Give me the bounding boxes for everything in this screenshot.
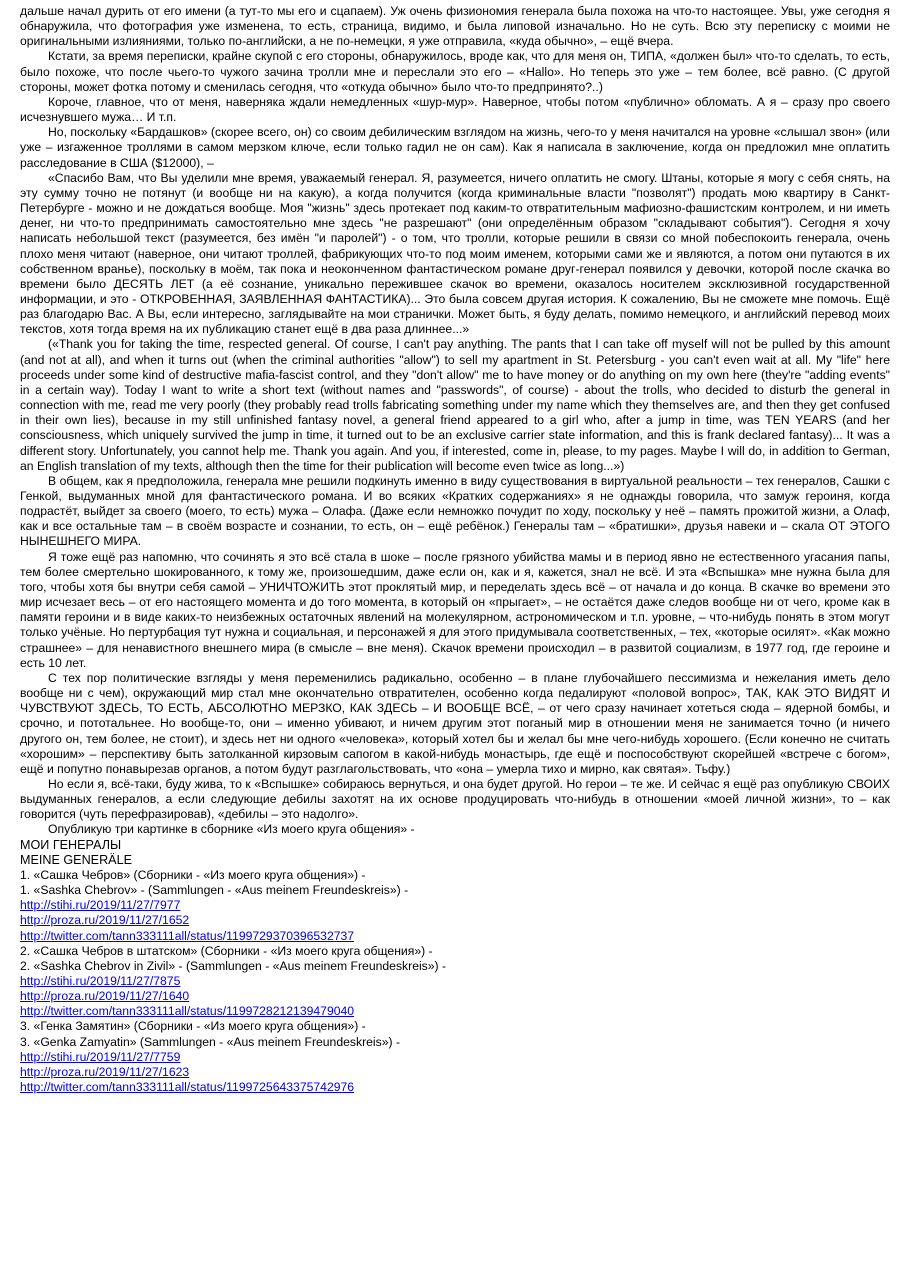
entry-title-de: 2. «Sashka Chebrov in Zivil» - (Sammlungen - «Aus meinem Freundeskreis») -: [20, 958, 447, 973]
proza-link[interactable]: http://proza.ru/2019/11/27/1652: [20, 913, 190, 928]
stihi-link[interactable]: http://stihi.ru/2019/11/27/7977: [20, 898, 181, 913]
twitter-link[interactable]: http://twitter.com/tann333111all/status/1199725643375742976: [20, 1080, 355, 1095]
entry-2: [20, 944, 890, 1020]
paragraph: дальше начал дурить от его имени (а тут-то мы его и сцапаем). Уж очень физиономия генерала была похожа на что-то настоящее. Увы, уже сегодня я обнаружила, что фотография уже изменена, то есть, страница, видимо, и была липовой изначально. Но не суть. Всю эту переписку с моими не оригинальными излияниями, только по-английски, а не по-немецки, я уже отправила, «куда обычно», – ещё вчера.: [20, 4, 890, 49]
entry-1: [20, 868, 890, 944]
proza-link[interactable]: http://proza.ru/2019/11/27/1623: [20, 1064, 190, 1079]
paragraph: Опубликую три картинке в сборнике «Из моего круга общения» -: [48, 822, 415, 837]
entry-title-ru: 3. «Генка Замятин» (Сборники - «Из моего круга общения») -: [20, 1019, 366, 1034]
paragraph: В общем, как я предположила, генерала мне решили подкинуть именно в виду существования в виртуальной реальности – тех генералов, Сашки с Генкой, выдуманных мной для фантастического романа. И во всяких «Кратких содержаниях» я не однажды говорила, что замуж героиня, когда подрастёт, выйдет за своего (моего, то есть) мужа – Олафа. (Даже если немножко почудит по ходу, поскольку у неё – память прожитой жизни, а Олаф, как и все остальные там – в своём возрасте и сознании, то есть, он – ещё ребёнок.) Генералы там – «братишки», друзья навеки и – скала ОТ ЭТОГО НЫНЕШНЕГО МИРА.: [20, 473, 890, 549]
section-heading-de: MEINE GENERÄLE: [20, 852, 132, 867]
stihi-link[interactable]: http://stihi.ru/2019/11/27/7875: [20, 974, 181, 988]
entry-title-ru: 1. «Сашка Чебров» (Сборники - «Из моего круга общения») -: [20, 867, 366, 882]
paragraph: Но, поскольку «Бардашков» (скорее всего, он) со своим дебилическим взглядом на жизнь, чего-то у меня начитался на уровне «слышал звон» (или уже – изгаженное троллями в самом мерзком ключе, если только гадил не он сам). Как я написала в заключение, когда он предложил мне оплатить расследование в США ($12000), –: [20, 125, 890, 170]
entry-title-de: 3. «Genka Zamyatin» (Sammlungen - «Aus meinem Freundeskreis») -: [20, 1034, 401, 1049]
paragraph: Я тоже ещё раз напомню, что сочинять я это всё стала в шоке – после грязного убийства мамы и в период явно не естественного угасания папы, тем более смертельно шокированного, к тому же, произошедшим, даже если он, как и я, кажется, знал не всё. И эта «Вспышка» мне нужна была для того, чтобы хотя бы внутри себя самой – УНИЧТОЖИТЬ этот проклятый мир, и переделать здесь всё – от начала и до конца. В скачке во времени это мир исчезает весь – от его настоящего момента и до того момента, в который он «прыгает», – не остаётся даже следов вообще ни от чего, кроме как в памяти героини и в виде каких-то неизбежных остаточных явлений на молекулярном, астрономическом и т.п. уровне, – что-нибудь понять в этом могут только учёные. Но пертурбация тут нужна и социальная, и персонажей я для этого придумывала соответственных, – тех, «которые осилят». «Как можно страшнее» – для ненавистного внешнего мира (в смысле – вне меня). Скачок времени происходил – в развитой социализм, в 1977 год, где героине и есть 10 лет.: [20, 549, 890, 670]
entry-title-de: 1. «Sashka Chebrov» - (Sammlungen - «Aus meinem Freundeskreis») -: [20, 883, 409, 898]
section-heading-ru: МОИ ГЕНЕРАЛЫ: [20, 837, 122, 852]
entry-title-ru: 2. «Сашка Чебров в штатском» (Сборники - «Из моего круга общения») -: [20, 943, 433, 958]
twitter-link[interactable]: http://twitter.com/tann333111all/status/1199729370396532737: [20, 928, 355, 943]
paragraph: Кстати, за время переписки, крайне скупой с его стороны, обнаружилось, вроде как, что для меня он, ТИПА, «должен был» что-то сделать, то есть, было похоже, что после чьего-то чужого зачина тролли мне и переслали это его – «Hallo». Но теперь это уже – тем более, всё равно. (С другой стороны, может фотка потому и сменилась сегодня, что «откуда обычно» было что-то предпринято?..): [20, 49, 890, 94]
paragraph: Но если я, всё-таки, буду жива, то к «Вспышке» собираюсь вернуться, и она будет другой. Но герои – те же. И сейчас я ещё раз опубликую СВОИХ выдуманных генералов, а если следующие дебилы захотят на их основе продуцировать что-нибудь в отношении «моей личной жизни», то – как говорится (чуть перефразировав), «дебилы – это надолго».: [20, 776, 890, 822]
paragraph: Короче, главное, что от меня, наверняка ждали немедленных «шур-мур». Наверное, чтобы потом «публично» обломать. А я – сразу про своего исчезнувшего мужа… И т.п.: [20, 94, 890, 125]
quoted-letter-ru: «Спасибо Вам, что Вы уделили мне время, уважаемый генерал. Я, разумеется, ничего оплатить не смогу. Штаны, которые я могу с себя снять, на эту сумму точно не потянут (и вообще ни на какую), а когда получится (когда криминальные власти "позволят") продать мою квартиру в Санкт-Петербурге - можно и не дождаться вообще. Моя "жизнь" здесь протекает под каким-то отвратительным мафиозно-фашистским контролем, и ни иметь денег, ни что-то предпринимать самостоятельно мне здесь "не разрешают" (они определённым образом "складывают события"). Сегодня я хочу написать небольшой текст (разумеется, без имён "и паролей") - о том, что тролли, которые решили в связи со мной побеспокоить генерала, очень плохо меня читают (наверное, они читают троллей, фабрикующих что-то под моим именем, которыми сами же и являются, а потом они путаются в их собственном вранье), поскольку в моём, так пока и неоконченном фантастическом романе друг-генерал появился у девочки, которой после скачка во времени было ДЕСЯТЬ ЛЕТ (а её сознание, уникально пережившее скачок во времени, оказалось носителем эксклюзивной государственной информации, и это - ОТКРОВЕННАЯ, ЗАЯВЛЕННАЯ ФАНТАСТИКА)... Это была совсем другая история. К сожалению, Вы не сможете мне помочь. Ещё раз благодарю Вас. А Вы, если интересно, заглядывайте на мои странички. Может быть, я буду делать, помимо немецкого, и английский перевод моих текстов, хотя тогда время на их публикацию станет ещё в два раза длиннее...»: [20, 170, 890, 337]
entry-3: [20, 1019, 890, 1095]
proza-link[interactable]: http://proza.ru/2019/11/27/1640: [20, 989, 190, 1004]
stihi-link[interactable]: http://stihi.ru/2019/11/27/7759: [20, 1049, 181, 1064]
quoted-letter-en: («Thank you for taking the time, respected general. Of course, I can't pay anything. The pants that I can take off myself will not be pulled by this amount (and not at all), and when it turns out (when the criminal authorities "allow") to sell my apartment in St. Petersburg - you can't even wait at all. My "life" here proceeds under some kind of destructive mafia-fascist control, and they "don't allow" me to have money or do anything on my own here (they're "adding events" in a certain way). Today I want to write a short text (without names and "passwords", of course) - about the trolls, who decided to disturb the general in connection with me, read me very poorly (they probably read trolls fabricating something under my name which they themselves are, and then they get confused in their own lies), because in my still unfinished fantasy novel, a general friend appeared to a girl who, after a jump in time, was TEN YEARS (and her consciousness, which uniquely survived the jump in time, it turned out to be an exclusive carrier state information, and this is frank declared fantasy)... It was a different story. Unfortunately, you cannot help me. Thank you again. And you, if interested, come in, please, to my pages. Maybe I will do, in addition to German, an English translation of my texts, although then the time for their publication will become even twice as long...»): [20, 337, 890, 473]
paragraph: С тех пор политические взгляды у меня переменились радикально, особенно – в плане глубочайшего пессимизма и нежелания иметь дело вообще ни с чем), окружающий мир стал мне окончательно отвратителен, особенно когда педалируют «половой вопрос», ТАК, КАК ЭТО ВИДЯТ И ЧУВСТВУЮТ ЗДЕСЬ, ТО ЕСТЬ, АБСОЛЮТНО МЕРЗКО, КАК ЗДЕСЬ – И ВООБЩЕ ВСЁ, – от чего сразу начинает хотеться сюда – ядерной бомбы, и срочно, и пототальнее. Но вообще-то, они – именно убивают, и ничем другим этот поганый мир в отношении меня не занимается точно (и ничего другого он, тем более, не стоит), и здесь нет ни одного «человека», который хотел бы и желал бы мне чего-нибудь хорошего. (Если конечно не считать «хорошим» – перспективу быть затолканной кирзовым сапогом в какой-нибудь монастырь, где ещё и поспособствуют скорейшей «встрече с богом», ещё и попутно понавырезав органов, а потом будут разглагольствовать, что «она – умерла тихо и мирно, как святая». Тьфу.): [20, 670, 890, 776]
twitter-link[interactable]: http://twitter.com/tann333111all/status/1199728212139479040: [20, 1004, 355, 1019]
